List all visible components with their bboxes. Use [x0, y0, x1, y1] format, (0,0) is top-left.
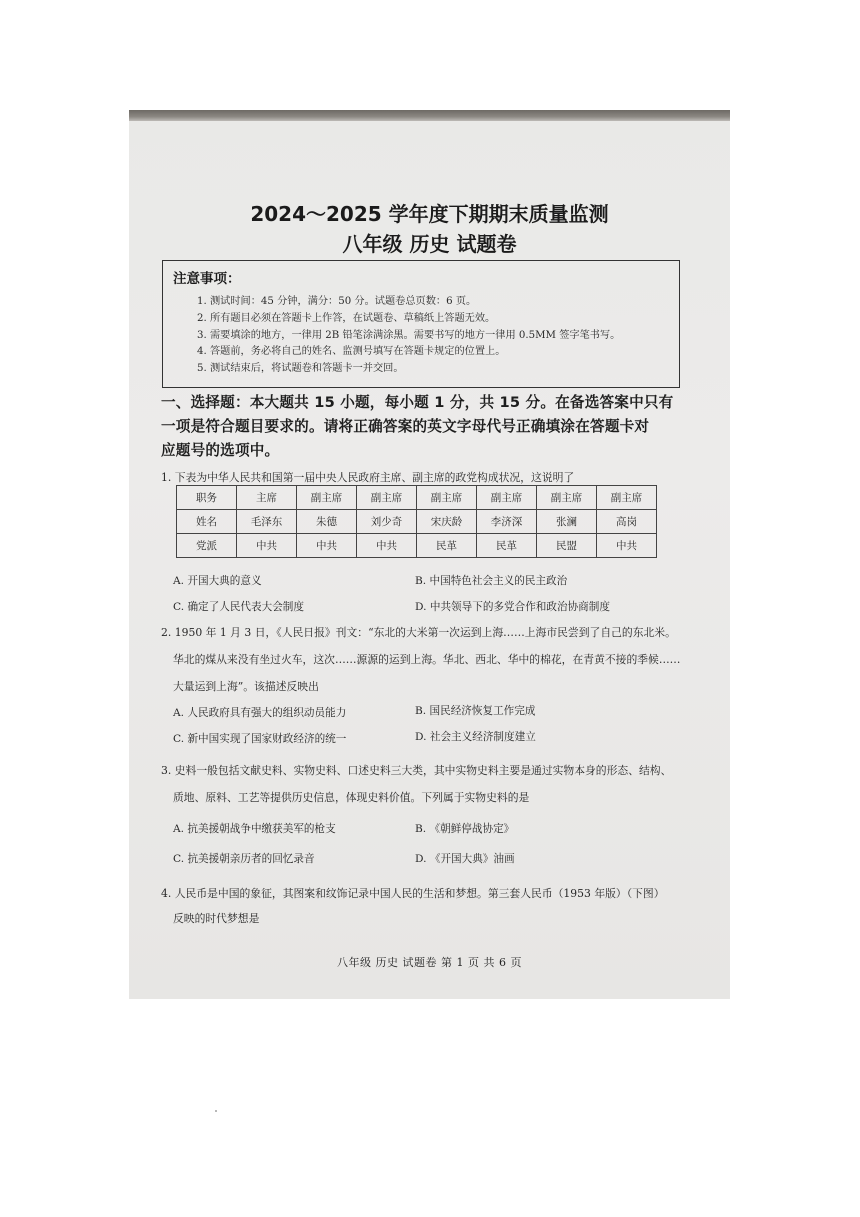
table-cell: 民盟 [537, 534, 597, 558]
table-cell: 主席 [237, 486, 297, 510]
q2-option-b: B. 国民经济恢复工作完成 [415, 705, 536, 717]
notice-item: 2. 所有题目必须在答题卡上作答，在试题卷、草稿纸上答题无效。 [197, 312, 496, 324]
notice-box [162, 260, 680, 388]
q1-party-table [176, 485, 657, 558]
photo-top-edge [129, 110, 730, 121]
q3-stem-line: 质地、原料、工艺等提供历史信息，体现史料价值。下列属于实物史料的是 [173, 791, 530, 804]
q1-option-b: B. 中国特色社会主义的民主政治 [415, 575, 568, 587]
q2-option-d: D. 社会主义经济制度建立 [415, 731, 536, 743]
section-heading-line: 一项是符合题目要求的。请将正确答案的英文字母代号正确填涂在答题卡对 [161, 418, 650, 435]
table-cell: 副主席 [357, 486, 417, 510]
table-cell: 中共 [237, 534, 297, 558]
q3-option-c: C. 抗美援朝亲历者的回忆录音 [173, 853, 315, 865]
scan-speck [215, 1110, 217, 1112]
q2-stem-line: 华北的煤从来没有坐过火车，这次……源源的运到上海。华北、西北、华中的棉花，在青黄不接的季候…… [173, 653, 681, 666]
q4-stem-line: 反映的时代梦想是 [173, 912, 260, 925]
notice-item: 3. 需要填涂的地方，一律用 2B 铅笔涂满涂黑。需要书写的地方一律用 0.5MM 签字笔书写。 [197, 329, 621, 341]
table-cell: 副主席 [597, 486, 657, 510]
notice-item: 4. 答题前，务必将自己的姓名、监测号填写在答题卡规定的位置上。 [197, 346, 506, 358]
q3-stem-line: 3. 史料一般包括文献史料、实物史料、口述史料三大类，其中实物史料主要是通过实物本身的形态、结构、 [161, 764, 672, 777]
notice-item: 1. 测试时间：45 分钟，满分：50 分。试题卷总页数：6 页。 [197, 296, 477, 307]
table-cell: 民革 [417, 534, 477, 558]
q2-stem-line: 大量运到上海”。该描述反映出 [173, 680, 319, 693]
q1-stem: 1. 下表为中华人民共和国第一届中央人民政府主席、副主席的政党构成状况，这说明了 [161, 471, 575, 484]
table-cell: 中共 [357, 534, 417, 558]
table-cell: 副主席 [477, 486, 537, 510]
q2-stem-line: 2. 1950 年 1 月 3 日，《人民日报》刊文：“东北的大米第一次运到上海……上海市民尝到了自己的东北米。 [161, 626, 676, 639]
q1-option-d: D. 中共领导下的多党合作和政治协商制度 [415, 601, 610, 613]
table-cell: 民革 [477, 534, 537, 558]
table-cell: 李济深 [477, 510, 537, 534]
section-heading-line: 一、选择题：本大题共 15 小题，每小题 1 分，共 15 分。在备选答案中只有 [161, 394, 674, 411]
section-heading-line: 应题号的选项中。 [161, 442, 280, 459]
q3-option-d: D. 《开国大典》油画 [415, 853, 515, 865]
table-cell: 副主席 [417, 486, 477, 510]
q4-stem-line: 4. 人民币是中国的象征，其图案和纹饰记录中国人民的生活和梦想。第三套人民币（1953 年版）（下图） [161, 887, 665, 900]
table-cell: 中共 [597, 534, 657, 558]
table-row [177, 510, 657, 534]
table-cell: 毛泽东 [237, 510, 297, 534]
page-footer: 八年级 历史 试题卷 第 1 页 共 6 页 [337, 956, 522, 969]
table-cell: 职务 [177, 486, 237, 510]
notice-item: 5. 测试结束后，将试题卷和答题卡一并交回。 [197, 363, 404, 375]
table-cell: 张澜 [537, 510, 597, 534]
q2-option-a: A. 人民政府具有强大的组织动员能力 [173, 707, 347, 719]
q2-option-c: C. 新中国实现了国家财政经济的统一 [173, 733, 347, 745]
table-cell: 宋庆龄 [417, 510, 477, 534]
table-cell: 刘少奇 [357, 510, 417, 534]
notice-list [197, 294, 620, 378]
table-cell: 党派 [177, 534, 237, 558]
exam-page-photo [129, 110, 730, 999]
notice-heading: 注意事项： [173, 271, 241, 287]
table-cell: 朱德 [297, 510, 357, 534]
table-cell: 副主席 [537, 486, 597, 510]
table-cell: 高岗 [597, 510, 657, 534]
table-cell: 副主席 [297, 486, 357, 510]
q1-option-a: A. 开国大典的意义 [173, 575, 262, 587]
table-cell: 姓名 [177, 510, 237, 534]
table-row [177, 486, 657, 510]
exam-subtitle: 八年级 历史 试题卷 [342, 232, 517, 256]
table-row [177, 534, 657, 558]
q3-option-a: A. 抗美援朝战争中缴获美军的枪支 [173, 823, 336, 835]
exam-title: 2024～2025 学年度下期期末质量监测 [250, 202, 609, 226]
q1-option-c: C. 确定了人民代表大会制度 [173, 601, 304, 613]
q3-option-b: B. 《朝鲜停战协定》 [415, 823, 515, 835]
section-heading [161, 391, 691, 463]
table-cell: 中共 [297, 534, 357, 558]
